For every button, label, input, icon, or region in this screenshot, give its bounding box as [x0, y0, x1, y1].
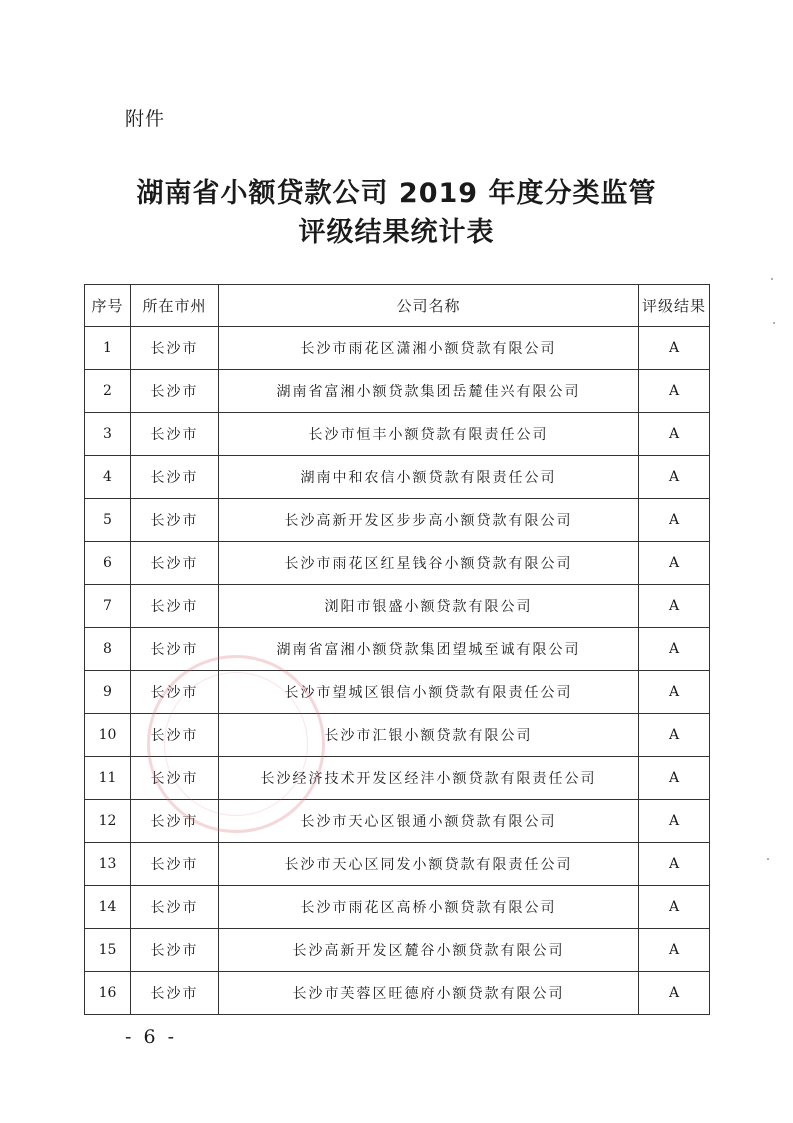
cell-city: 长沙市 — [131, 929, 219, 972]
cell-no: 1 — [85, 327, 131, 370]
table-row — [85, 800, 710, 843]
cell-rating: A — [639, 413, 710, 456]
cell-rating: A — [639, 929, 710, 972]
cell-rating: A — [639, 671, 710, 714]
cell-no: 11 — [85, 757, 131, 800]
table-row — [85, 757, 710, 800]
column-header-city: 所在市州 — [131, 285, 219, 327]
cell-company: 湖南省富湘小额贷款集团望城至诚有限公司 — [219, 628, 639, 671]
cell-rating: A — [639, 800, 710, 843]
cell-company: 长沙市雨花区红星钱谷小额贷款有限公司 — [219, 542, 639, 585]
cell-rating: A — [639, 456, 710, 499]
table-row — [85, 413, 710, 456]
cell-city: 长沙市 — [131, 413, 219, 456]
cell-company: 浏阳市银盛小额贷款有限公司 — [219, 585, 639, 628]
cell-no: 15 — [85, 929, 131, 972]
cell-rating: A — [639, 628, 710, 671]
table-row — [85, 843, 710, 886]
cell-no: 7 — [85, 585, 131, 628]
document-title-line1: 湖南省小额贷款公司 2019 年度分类监管 — [136, 178, 657, 209]
cell-rating: A — [639, 843, 710, 886]
cell-company: 长沙市天心区同发小额贷款有限责任公司 — [219, 843, 639, 886]
cell-company: 长沙市天心区银通小额贷款有限公司 — [219, 800, 639, 843]
cell-city: 长沙市 — [131, 456, 219, 499]
cell-city: 长沙市 — [131, 628, 219, 671]
cell-company: 长沙市恒丰小额贷款有限责任公司 — [219, 413, 639, 456]
cell-rating: A — [639, 757, 710, 800]
table-row — [85, 714, 710, 757]
table-header-row — [85, 285, 710, 327]
cell-no: 6 — [85, 542, 131, 585]
cell-company: 长沙市汇银小额贷款有限公司 — [219, 714, 639, 757]
table-row — [85, 370, 710, 413]
cell-company: 湖南中和农信小额贷款有限责任公司 — [219, 456, 639, 499]
table-row — [85, 886, 710, 929]
cell-no: 10 — [85, 714, 131, 757]
cell-city: 长沙市 — [131, 542, 219, 585]
table-row — [85, 542, 710, 585]
cell-rating: A — [639, 585, 710, 628]
table-row — [85, 671, 710, 714]
table-row — [85, 972, 710, 1015]
table-row — [85, 585, 710, 628]
cell-no: 9 — [85, 671, 131, 714]
cell-city: 长沙市 — [131, 714, 219, 757]
cell-company: 长沙高新开发区步步高小额贷款有限公司 — [219, 499, 639, 542]
cell-city: 长沙市 — [131, 886, 219, 929]
cell-no: 5 — [85, 499, 131, 542]
scan-speck — [771, 278, 773, 280]
cell-no: 3 — [85, 413, 131, 456]
document-title-line2: 评级结果统计表 — [298, 217, 495, 248]
cell-company: 长沙市芙蓉区旺德府小额贷款有限公司 — [219, 972, 639, 1015]
cell-no: 14 — [85, 886, 131, 929]
cell-city: 长沙市 — [131, 671, 219, 714]
column-header-company: 公司名称 — [219, 285, 639, 327]
cell-no: 4 — [85, 456, 131, 499]
cell-no: 8 — [85, 628, 131, 671]
table-row — [85, 499, 710, 542]
cell-city: 长沙市 — [131, 800, 219, 843]
cell-company: 长沙市望城区银信小额贷款有限责任公司 — [219, 671, 639, 714]
cell-rating: A — [639, 542, 710, 585]
cell-company: 长沙市雨花区潇湘小额贷款有限公司 — [219, 327, 639, 370]
cell-company: 长沙市雨花区高桥小额贷款有限公司 — [219, 886, 639, 929]
attachment-label: 附件 — [125, 108, 166, 130]
rating-results-table — [84, 284, 710, 1015]
table-row — [85, 929, 710, 972]
cell-city: 长沙市 — [131, 972, 219, 1015]
cell-no: 13 — [85, 843, 131, 886]
scan-speck — [773, 322, 775, 324]
scan-speck — [767, 858, 769, 860]
column-header-no: 序号 — [85, 285, 131, 327]
cell-no: 16 — [85, 972, 131, 1015]
cell-rating: A — [639, 886, 710, 929]
page-number: - 6 - — [125, 1026, 178, 1048]
cell-city: 长沙市 — [131, 585, 219, 628]
cell-city: 长沙市 — [131, 757, 219, 800]
cell-rating: A — [639, 370, 710, 413]
table-row — [85, 628, 710, 671]
cell-company: 长沙高新开发区麓谷小额贷款有限公司 — [219, 929, 639, 972]
cell-rating: A — [639, 972, 710, 1015]
cell-city: 长沙市 — [131, 370, 219, 413]
cell-company: 长沙经济技术开发区经沣小额贷款有限责任公司 — [219, 757, 639, 800]
cell-city: 长沙市 — [131, 499, 219, 542]
cell-company: 湖南省富湘小额贷款集团岳麓佳兴有限公司 — [219, 370, 639, 413]
cell-rating: A — [639, 327, 710, 370]
cell-city: 长沙市 — [131, 843, 219, 886]
cell-rating: A — [639, 499, 710, 542]
cell-city: 长沙市 — [131, 327, 219, 370]
table-body — [85, 327, 710, 1015]
column-header-rating: 评级结果 — [639, 285, 710, 327]
cell-rating: A — [639, 714, 710, 757]
table-row — [85, 456, 710, 499]
cell-no: 12 — [85, 800, 131, 843]
cell-no: 2 — [85, 370, 131, 413]
table-row — [85, 327, 710, 370]
